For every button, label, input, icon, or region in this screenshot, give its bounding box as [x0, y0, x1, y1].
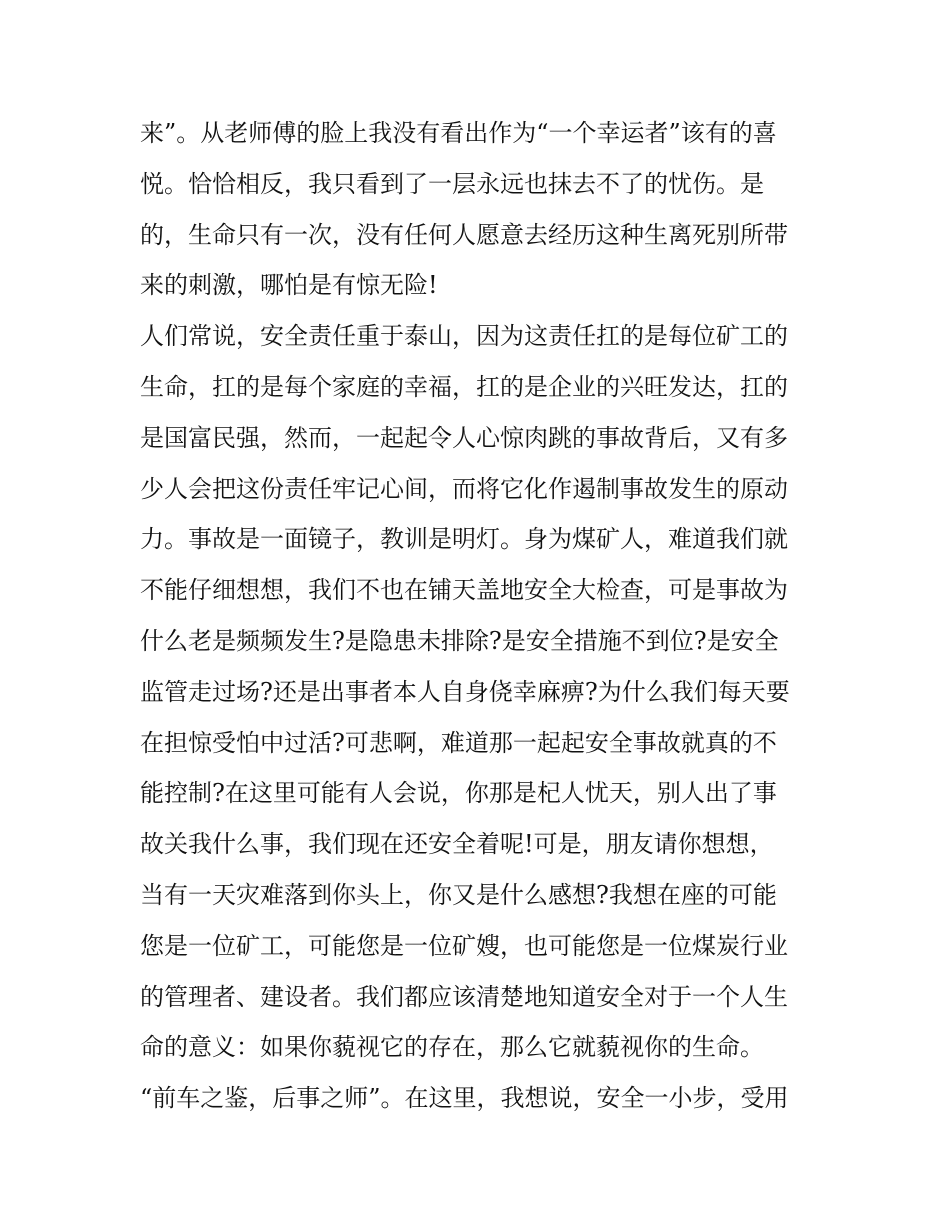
text-line: 在担惊受怕中过活?可悲啊，难道那一起起安全事故就真的不 — [140, 728, 777, 757]
text-line: 当有一天灾难落到你头上，你又是什么感想?我想在座的可能 — [140, 880, 777, 909]
text-line: 少人会把这份责任牢记心间，而将它化作遏制事故发生的原动 — [140, 474, 788, 503]
text-line: 生命，扛的是每个家庭的幸福，扛的是企业的兴旺发达，扛的 — [140, 372, 788, 401]
text-line: 是国富民强，然而，一起起令人心惊肉跳的事故背后，又有多 — [140, 423, 788, 452]
text-line: 能控制?在这里可能有人会说，你那是杞人忧天，别人出了事 — [140, 779, 777, 808]
text-line: 命的意义：如果你藐视它的存在，那么它就藐视你的生命。 — [140, 1033, 764, 1062]
text-line: 力。事故是一面镜子，教训是明灯。身为煤矿人，难道我们就 — [140, 525, 788, 554]
text-line: 悦。恰恰相反，我只看到了一层永远也抹去不了的忧伤。是 — [140, 169, 764, 198]
text-line: 来的刺激，哪怕是有惊无险! — [140, 271, 438, 300]
text-line: 不能仔细想想，我们不也在铺天盖地安全大检查，可是事故为 — [140, 576, 788, 605]
text-line: 的管理者、建设者。我们都应该清楚地知道安全对于一个人生 — [140, 982, 788, 1011]
text-line: “前车之鉴，后事之师”。在这里，我想说，安全一小步，受用 — [140, 1084, 789, 1113]
text-line: 来”。从老师傅的脸上我没有看出作为“一个幸运者”该有的喜 — [140, 119, 777, 147]
text-line: 什么老是频频发生?是隐患未排除?是安全措施不到位?是安全 — [140, 626, 779, 655]
body-text — [140, 108, 830, 1124]
text-line: 故关我什么事，我们现在还安全着呢!可是，朋友请你想想， — [140, 830, 774, 859]
text-line: 的，生命只有一次，没有任何人愿意去经历这种生离死别所带 — [140, 220, 788, 249]
text-line: 人们常说，安全责任重于泰山，因为这责任扛的是每位矿工的 — [140, 322, 788, 351]
text-line: 您是一位矿工，可能您是一位矿嫂，也可能您是一位煤炭行业 — [140, 931, 788, 960]
text-line: 监管走过场?还是出事者本人自身侥幸麻痹?为什么我们每天要 — [140, 677, 790, 706]
